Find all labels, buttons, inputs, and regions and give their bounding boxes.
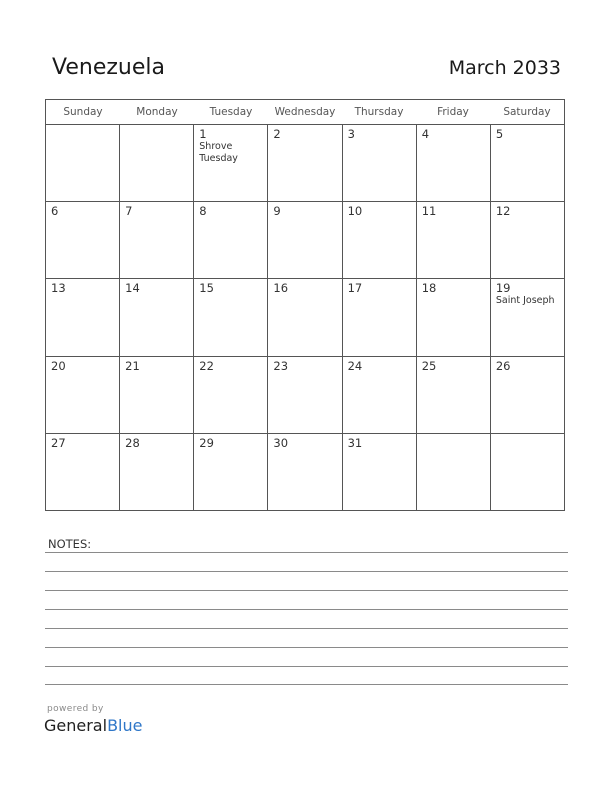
day-cell [120,434,194,511]
day-number: 12 [495,204,511,219]
day-number: 25 [421,358,437,373]
day-number: 19 [495,281,511,296]
brand-logo[interactable] [44,716,142,735]
week-row [46,434,564,511]
day-number: 1 [199,127,207,141]
day-number: 23 [273,358,289,373]
day-number: 5 [495,127,504,141]
day-cell [343,279,417,355]
day-cell [417,202,491,278]
day-cell [46,434,120,511]
day-number: 20 [51,358,66,373]
day-number: 4 [421,127,430,141]
brand-blue: Blue [107,716,143,735]
day-number: 2 [273,127,281,141]
day-cell [491,125,564,201]
day-cell [194,357,268,433]
day-number: 9 [273,204,281,219]
day-number: 15 [199,281,214,296]
day-cell [491,434,564,511]
notes-label: NOTES: [48,537,92,551]
day-cell [194,202,268,278]
day-number: 14 [125,281,140,296]
day-cell [120,202,194,278]
day-number: 16 [273,281,289,296]
holiday-label: Shrove Tuesday [199,141,238,164]
day-number: 8 [199,204,207,219]
day-cell [268,202,342,278]
day-cell [46,202,120,278]
day-number: 6 [51,204,59,219]
day-number: 26 [495,358,511,373]
holiday-label: Saint Joseph [495,295,555,307]
day-cell [268,125,342,201]
weekday-label: Wednesday [274,106,336,118]
day-number: 30 [273,435,289,450]
week-row [46,357,564,434]
day-cell [120,279,194,355]
day-number: 18 [421,281,437,296]
weekday-label: Sunday [63,106,103,118]
week-row [46,125,564,202]
notes-line [45,571,568,572]
day-cell [343,202,417,278]
weekday-header [46,100,564,125]
day-number: 17 [347,281,363,296]
day-number: 27 [51,435,66,450]
day-cell [268,434,342,511]
weekday-label: Tuesday [209,106,253,118]
day-cell [417,434,491,511]
day-number: 7 [125,204,133,219]
calendar-grid [45,99,565,511]
day-cell [343,125,417,201]
day-number: 28 [125,435,140,450]
notes-line [45,647,568,648]
day-cell [194,125,268,201]
day-cell [491,357,564,433]
month-title: March 2033 [448,57,561,79]
day-cell [46,125,120,201]
day-number: 24 [347,358,363,373]
weekday-label: Friday [437,106,469,118]
day-cell [120,125,194,201]
day-cell [491,279,564,355]
day-cell [491,202,564,278]
day-number: 31 [347,435,363,450]
weekday-label: Thursday [354,106,404,118]
day-number: 13 [51,281,66,296]
notes-line [45,590,568,591]
notes-line [45,666,568,667]
day-cell [194,434,268,511]
day-cell [417,279,491,355]
country-title: Venezuela [52,55,165,80]
notes-line [45,609,568,610]
notes-line [45,628,568,629]
day-cell [343,357,417,433]
powered-by-text: powered by [47,704,104,714]
day-cell [417,125,491,201]
brand-general: General [44,716,108,735]
day-cell [268,357,342,433]
day-number: 22 [199,358,214,373]
notes-line [45,684,568,685]
week-row [46,202,564,279]
day-number: 21 [125,358,140,373]
notes-line [45,552,568,553]
day-number: 10 [347,204,363,219]
day-cell [194,279,268,355]
day-cell [343,434,417,511]
day-number: 3 [347,127,355,141]
day-cell [46,357,120,433]
day-number: 11 [421,204,437,219]
day-cell [120,357,194,433]
weekday-label: Monday [136,106,178,118]
week-row [46,279,564,356]
day-number: 29 [199,435,214,450]
day-cell [417,357,491,433]
day-cell [268,279,342,355]
day-cell [46,279,120,355]
weekday-label: Saturday [503,106,551,118]
